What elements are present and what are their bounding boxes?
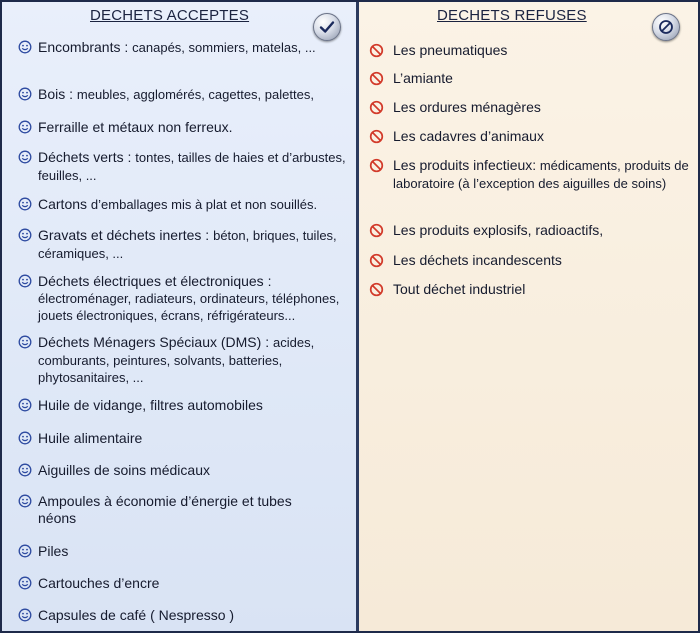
smiley-icon [18,197,32,215]
smiley-icon [18,431,32,449]
forbidden-icon [652,13,680,41]
refused-title: DECHETS REFUSES [437,7,587,24]
prohibited-icon [369,100,384,119]
smiley-icon [18,398,32,416]
accepted-column: DECHETS ACCEPTES Encombrants : canapés, sommiers, matelas, ... Bois : meubles, agglomérés, cagettes, palettes, Ferraille et métaux non ferreux. Déchets verts : tontes, tailles de haies et d’arbustes, feuilles, ... Cartons d’emballages mis à plat et non souillés. Gravats et déchets inertes : béton, briques, tuiles, céramiques, ... Déchets électriques et électroniques : électroménager, radiateurs, ordinateurs, téléphones, jouets électroniques, écrans, réfrigérateurs... Déchets Ménagers Spéciaux (DMS) : acides, comburants, peintures, solvants, batteries, phytosanitaires, ... Huile de vidange, filtres automobiles Huile alimentaire Aiguilles de soins médicaux Ampoules à économie d’énergie et tubes néons Piles Cartouches d’encre Capsules de café ( Nespresso ) [2,2,359,631]
smiley-icon [18,544,32,562]
prohibited-icon [369,43,384,62]
smiley-icon [18,576,32,594]
refused-column: DECHETS REFUSES Les pneumatiques L’amiante Les ordures ménagères Les cadavres d’animaux Les produits infectieux: médicaments, produits de laboratoire (à l’exception des aiguilles de soins) Les produits explosifs, radioactifs, Les déchets incandescents Tout déchet industriel [359,2,698,631]
smiley-icon [18,274,32,292]
smiley-icon [18,150,32,168]
check-icon [313,13,341,41]
smiley-icon [18,40,32,58]
prohibited-icon [369,158,384,177]
smiley-icon [18,120,32,138]
prohibited-icon [369,129,384,148]
smiley-icon [18,228,32,246]
prohibited-icon [369,71,384,90]
smiley-icon [18,608,32,626]
smiley-icon [18,87,32,105]
smiley-icon [18,335,32,353]
prohibited-icon [369,223,384,242]
prohibited-icon [369,282,384,301]
smiley-icon [18,494,32,512]
accepted-title: DECHETS ACCEPTES [90,7,250,24]
prohibited-icon [369,253,384,272]
smiley-icon [18,463,32,481]
